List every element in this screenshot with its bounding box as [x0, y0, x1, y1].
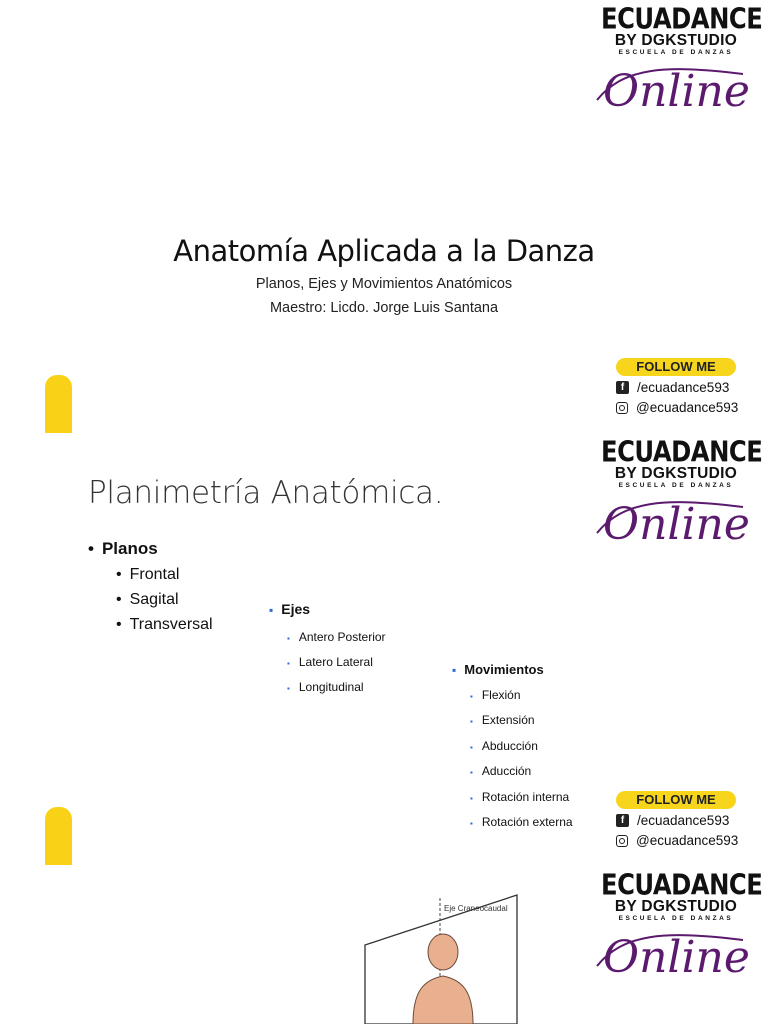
- instagram-handle-row: [616, 832, 756, 849]
- movimientos-heading: ▪ Movimientos: [452, 662, 544, 677]
- logo-brand: ECUADANCE: [601, 436, 763, 469]
- facebook-icon: f: [616, 814, 629, 827]
- ecuadance-logo: [601, 436, 763, 550]
- instagram-handle: @ecuadance593: [636, 833, 739, 848]
- online-script-logo: [593, 54, 753, 126]
- title-slide: [0, 0, 768, 345]
- presentation-teacher: Maestro: Licdo. Jorge Luis Santana: [269, 300, 499, 316]
- instagram-icon: [616, 402, 628, 414]
- logo-tagline: ESCUELA DE DANZAS: [618, 49, 734, 56]
- instagram-handle: @ecuadance593: [636, 400, 739, 415]
- follow-me-badge: FOLLOW ME: [616, 358, 736, 376]
- facebook-handle-row: [616, 379, 756, 396]
- planimetria-slide: [0, 345, 768, 777]
- movimientos-item: ▪ Rotación interna: [470, 790, 569, 804]
- ecuadance-logo: [601, 869, 763, 983]
- movimientos-item: ▪ Aducción: [470, 764, 531, 777]
- planos-item: • Transversal: [116, 616, 213, 634]
- follow-me-block: [616, 358, 756, 416]
- online-script-text: Online: [603, 66, 750, 117]
- torso-shape: [413, 976, 473, 1024]
- ecuadance-logo: [601, 3, 763, 117]
- head-shape: [428, 934, 458, 970]
- movimientos-item: ▪ Rotación externa: [470, 815, 573, 829]
- ejes-item: ▪ Latero Lateral: [287, 655, 373, 669]
- facebook-icon: f: [616, 381, 629, 394]
- ejes-heading: ▪ Ejes: [269, 601, 310, 617]
- online-script-logo: [593, 487, 753, 559]
- planos-item: • Sagital: [116, 591, 179, 609]
- online-script-text: Online: [603, 932, 750, 983]
- logo-by: BY DGKSTUDIO: [614, 898, 738, 915]
- yellow-accent-bar: [45, 807, 72, 865]
- online-script-text: Online: [603, 499, 750, 550]
- yellow-accent-bar: [45, 375, 72, 433]
- facebook-handle-row: [616, 812, 756, 829]
- movimientos-item: ▪ Flexión: [470, 688, 521, 702]
- facebook-handle: /ecuadance593: [637, 813, 730, 828]
- logo-by: BY DGKSTUDIO: [614, 465, 738, 482]
- axis-diagram-slide: [0, 777, 768, 1024]
- follow-me-block: [616, 791, 756, 849]
- axis-label: Eje Craneocaudal: [444, 904, 508, 913]
- planos-heading: • Planos: [88, 539, 158, 559]
- presentation-title: Anatomía Aplicada a la Danza: [173, 234, 595, 268]
- logo-brand: ECUADANCE: [601, 3, 763, 36]
- movimientos-item: ▪ Abducción: [470, 739, 538, 753]
- logo-brand: ECUADANCE: [601, 869, 763, 902]
- slide-heading: Planimetría Anatómica.: [88, 475, 444, 511]
- presentation-subtitle: Planos, Ejes y Movimientos Anatómicos: [255, 276, 513, 292]
- logo-tagline: ESCUELA DE DANZAS: [618, 482, 734, 489]
- movimientos-item: ▪ Extensión: [470, 713, 535, 727]
- follow-me-badge: FOLLOW ME: [616, 791, 736, 809]
- axis-diagram: [355, 892, 545, 1024]
- instagram-icon: [616, 835, 628, 847]
- facebook-handle: /ecuadance593: [637, 380, 730, 395]
- planos-item: • Frontal: [116, 566, 179, 584]
- online-script-logo: [593, 920, 753, 992]
- logo-tagline: ESCUELA DE DANZAS: [618, 915, 734, 922]
- ejes-item: ▪ Antero Posterior: [287, 630, 386, 644]
- logo-by: BY DGKSTUDIO: [614, 32, 738, 49]
- ejes-item: ▪ Longitudinal: [287, 680, 364, 694]
- instagram-handle-row: [616, 399, 756, 416]
